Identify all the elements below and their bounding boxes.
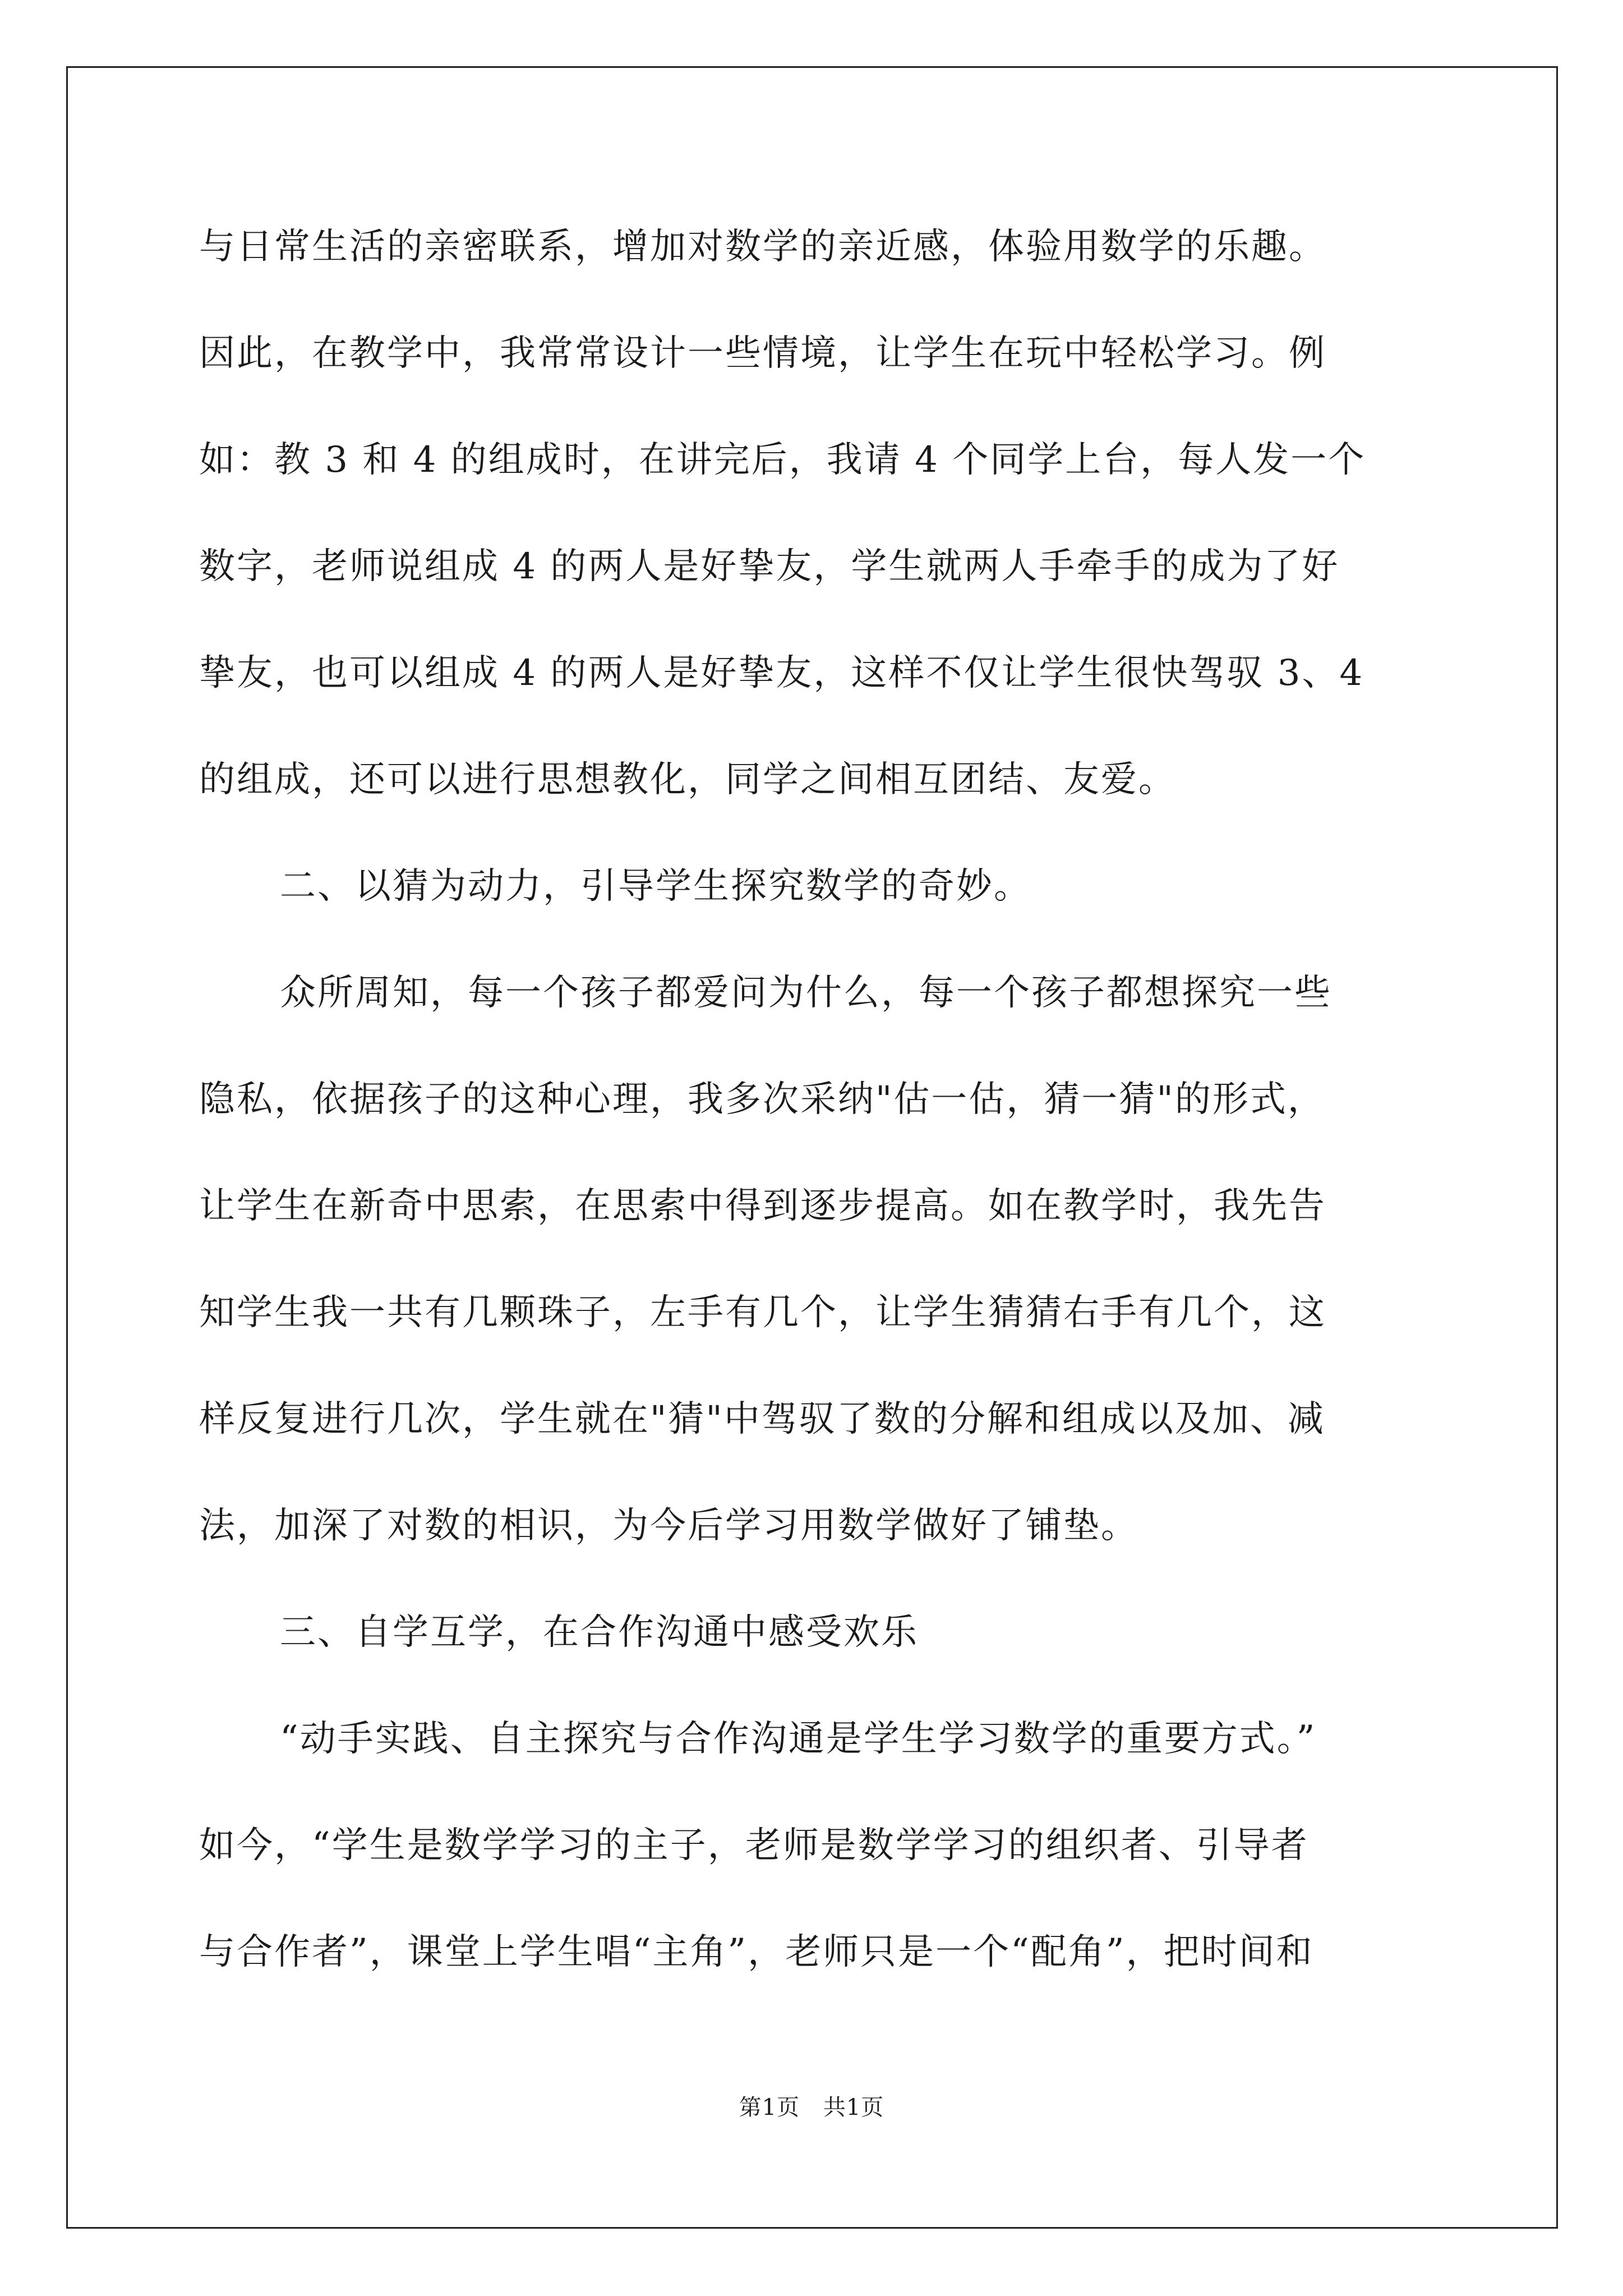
text-line: 知学生我一共有几颗珠子，左手有几个，让学生猜猜右手有几个，这	[199, 1292, 1326, 1333]
text-line: 挚友，也可以组成 4 的两人是好挚友，这样不仅让学生很快驾驭 3、4	[199, 652, 1364, 694]
text-line: 众所周知，每一个孩子都爱问为什么，每一个孩子都想探究一些	[280, 972, 1332, 1014]
text-line: 如：教 3 和 4 的组成时，在讲完后，我请 4 个同学上台，每人发一个	[199, 439, 1366, 481]
text-line: 与日常生活的亲密联系，增加对数学的亲近感，体验用数学的乐趣。	[199, 226, 1326, 268]
text-line: 如今，“学生是数学学习的主子，老师是数学学习的组织者、引导者	[199, 1825, 1309, 1866]
text-line: 与合作者”，课堂上学生唱“主角”，老师只是一个“配角”，把时间和	[199, 1931, 1314, 1973]
text-line: 样反复进行几次，学生就在"猜"中驾驭了数的分解和组成以及加、减	[199, 1398, 1325, 1440]
text-line: 的组成，还可以进行思想教化，同学之间相互团结、友爱。	[199, 759, 1176, 800]
document-body	[199, 205, 1427, 2017]
page-number: 第1页	[739, 2095, 800, 2120]
text-line: 数字，老师说组成 4 的两人是好挚友，学生就两人手牵手的成为了好	[199, 546, 1340, 587]
text-line: 让学生在新奇中思索，在思索中得到逐步提高。如在教学时，我先告	[199, 1185, 1326, 1227]
page-total: 共1页	[823, 2095, 884, 2120]
text-line: “动手实践、自主探究与合作沟通是学生学习数学的重要方式。”	[280, 1718, 1317, 1760]
text-line: 法，加深了对数的相识，为今后学习用数学做好了铺垫。	[199, 1505, 1138, 1547]
section-heading: 三、自学互学，在合作沟通中感受欢乐	[280, 1612, 919, 1653]
text-line: 隐私，依据孩子的这种心理，我多次采纳"估一估，猜一猜"的形式，	[199, 1079, 1325, 1120]
page-footer	[0, 2090, 1623, 2122]
section-heading: 二、以猜为动力，引导学生探究数学的奇妙。	[280, 866, 1031, 907]
text-line: 因此，在教学中，我常常设计一些情境，让学生在玩中轻松学习。例	[199, 333, 1326, 374]
